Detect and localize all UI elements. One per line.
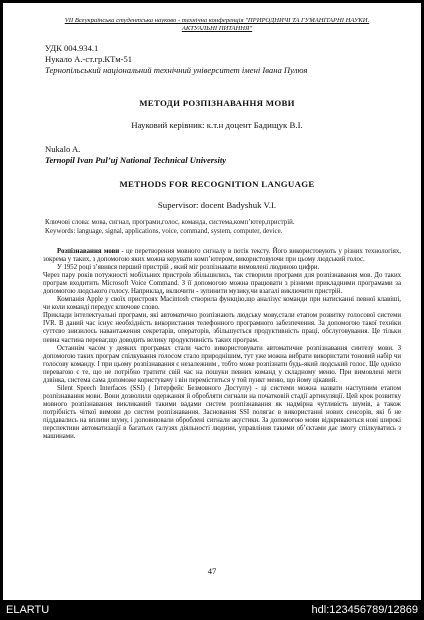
page-number: 47 [207,566,217,576]
paragraph-2: У 1952 році з’явився перший пристрій , який міг розпізнавати вимовлені людиною цифри. [57,264,320,272]
keywords-en: Keywords: language, signal, applications, voice, command, system, computer, device. [45,228,283,235]
paragraph-7: Silent Speech Interfaces (SSI) ( Інтерфейс Безмовного Доступу) - ці системи можна назвати наступним етапом розпізнавання мови. Вони дозволили одержання й обробляти сигнали на початковій стадії артикуляції. Цей крок розвитку мовного розпізнавання викликаний такими вадами систем розпізнавання як надмірна чутливість шумів, а також потрібність чіткої вимови до систем розпізнавання. Засновання SSI полягає в використанні нових сенсорів, які б не піддавались на впливи шуму, і доповнювали оброблені сигнали акустики. За допомогою мови відкриваються нові широкі перспективи автоматизації в багатьох галузях діяльності людини, управління такими об’єктами дає змогу спілкуватись з машинами. [43,384,401,441]
conference-header-line1: VII Всеукраїнська студентська науково - технічна конференція "ПРИРОДНИЧІ ТА ГУМАНІТАРНІ НАУКИ. [64,17,370,24]
paragraph-1: Розпізнавання мови - це перетворення мовного сигналу в потік тексту. Його використовують у різних технологіях, зокрема у таких, з допомогою яких можна керувати комп’ютером, використовуючи при цьому людський голос. [43,248,401,264]
paragraph-5: Приклади інтелектуальні програми, які автоматично розпізнають людську мову,стали етапом розвитку голосової системи IVR. В даний час існує необхідність використання телефонного програмного забезпечення. За допомогою такої техніки суттєво знизилось навантаження секретарів, операторів, збільшується продуктивність праці, обслуговування. Це тільки певна частина переваг,що доводить велику продуктивність таких програм. [43,312,401,344]
paragraph-4: Компанія Apple у своїх пристроях Macintosh створила функцію,що аналізує команди при натисканні певної клавіші, чи коли командi передує ключове слово. [43,296,401,312]
title-en: METHODS FOR RECOGNITION LANGUAGE [119,179,315,189]
udk-code: УДК 004.934.1 [45,43,99,53]
footer-handle[interactable]: hdl:123456789/12869 [311,604,418,616]
paragraph-3: Через пару років потужності мобільних пристроїв збільшились, так створили програми для розпізнавання мов. До таких програм входитить Microsoft Voice Command. З її допомогою можна працювати з різними прикладними програмами за допомогою людського голосу. Наприклад, включити - зупинити музику,чи взагалі виключити пристрій. [43,272,401,296]
keywords-ua: Ключові слова: мова, сигнал, програми,голос, команда, система,комп’ютер,пристрій. [45,219,295,226]
author-ua: Нукало А.-ст.гр.КТм-51 [45,54,133,64]
footer-repository-name: ELARTU [6,604,50,616]
conference-header-line2: АКТУАЛЬНІ ПИТАННЯ" [181,24,253,32]
document-page [3,3,421,600]
affiliation-en: Ternopil Ivan Pul’uj National Technical University [45,155,227,165]
title-ua: МЕТОДИ РОЗПІЗНАВАННЯ МОВИ [139,98,295,108]
author-en: Nukalo A. [45,144,81,154]
term-bold: Розпізнавання мови [57,248,120,255]
article-body [43,248,401,441]
supervisor-en: Supervisor: docent Badyshuk V.I. [157,200,277,210]
conference-header [31,17,403,32]
affiliation-ua: Тернопільський національний технічний університет імені Івана Пулюя [45,65,308,75]
paragraph-6: Останнім часом у деяких програмах стали часто використовувати автоматичне розпізнавання синтезу мови. З допомогою таких програм спілкування голосом стало природнішим, тут уже можна вибрати використати тоновий набір чи голосову команду. І при цьому розпізнавання є незалежним , тобто може розпізнати будь-який людський голос. Ще однією перевагою є те, що не потрібно тратити свій час на пошуки певних команд у складному меню. При вимовлені мети дзвінка, система сама допоможе користувачу і він переміститься у той пункт меню, що йому цікавий. [43,344,401,384]
supervisor-ua: Науковий керівник: к.т.н доцент Бадищук В.І. [131,120,303,130]
repository-footer [0,600,424,620]
